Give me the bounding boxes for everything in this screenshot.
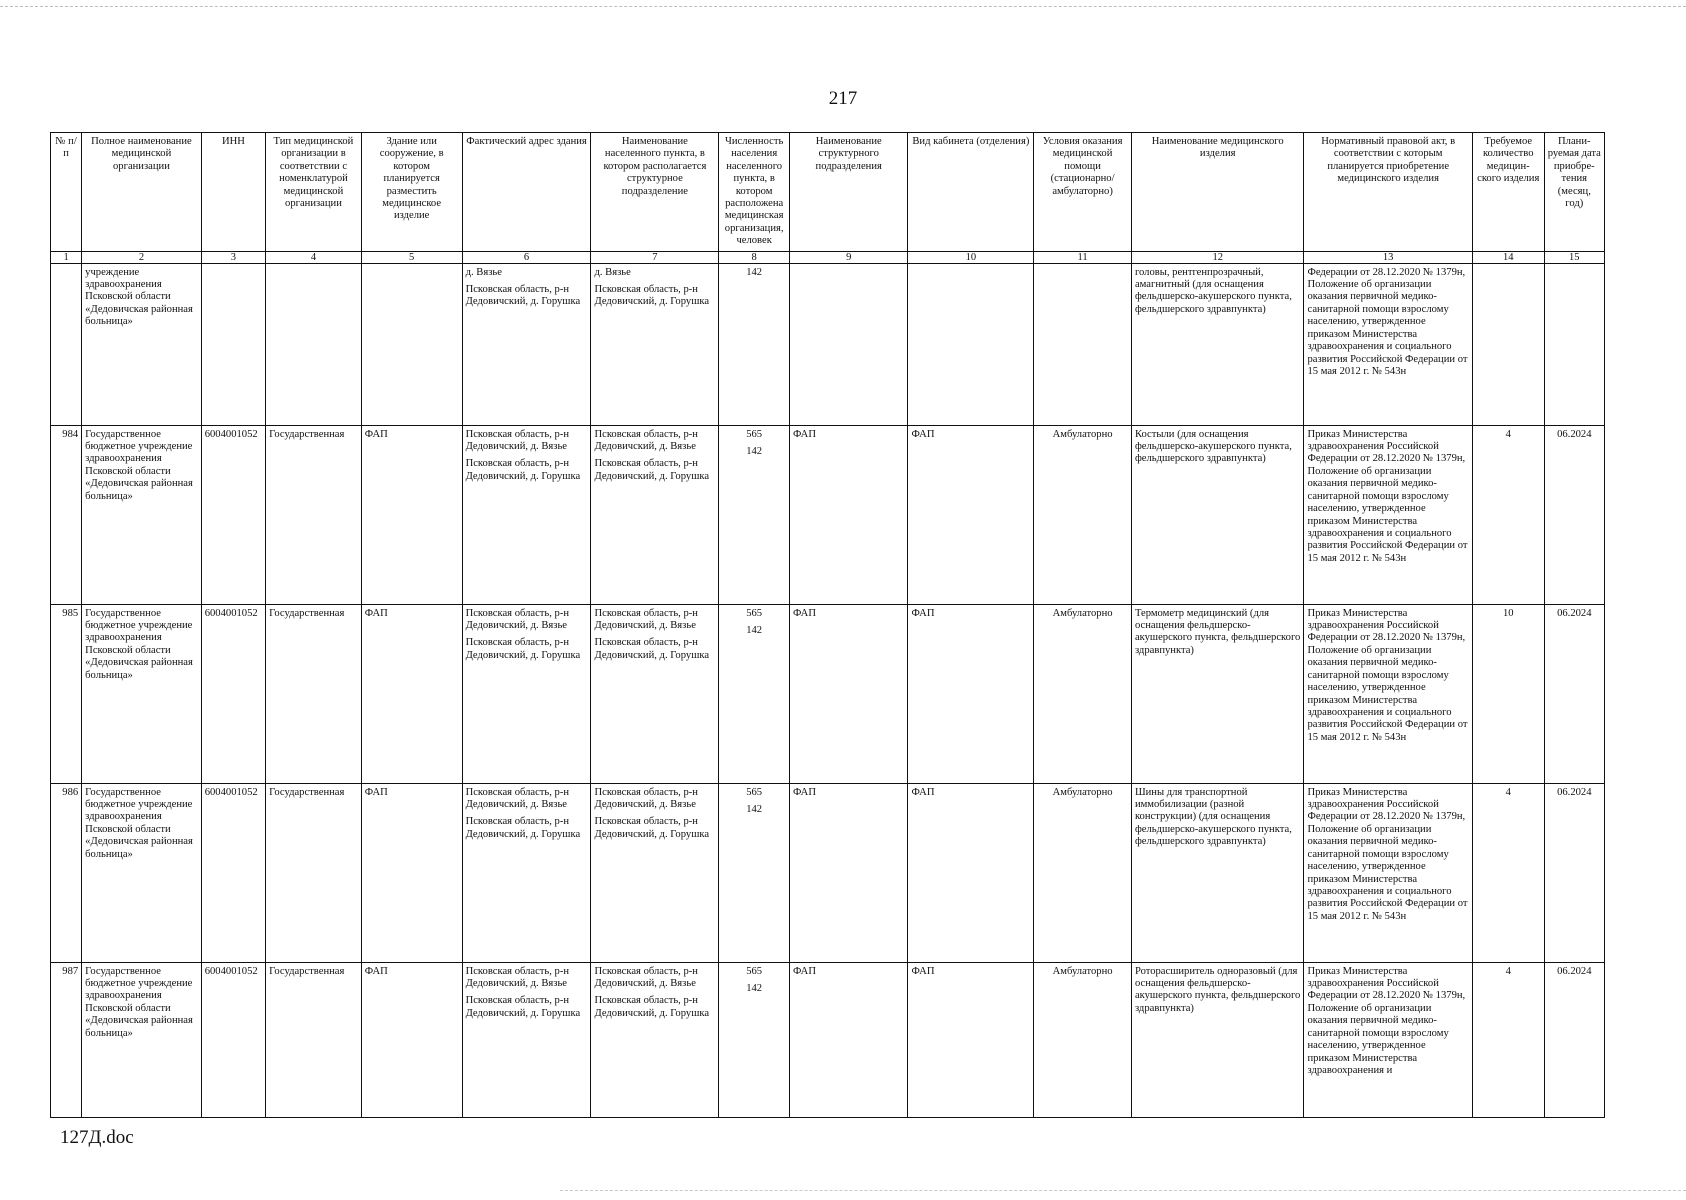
cell-org: Государственное бюджетное учреждение здравоохранения Псковской области «Дедовичская районная больница» — [82, 962, 202, 1117]
settlement-line: Псковская область, р-н Дедовичский, д. Вязье — [594, 607, 698, 632]
table-row — [51, 783, 1605, 962]
column-header: Тип медицинской организации в соответствии с номенклатурой медицинской организации — [266, 133, 362, 252]
settlement-line: Псковская область, р-н Дедовичский, д. Горушка — [594, 458, 710, 482]
column-header: Требуемое количество медицин-ского изделия — [1472, 133, 1544, 252]
cell-inn: 6004001052 — [201, 962, 265, 1117]
cell-device: Шины для транспортной иммобилизации (разной конструкции) (для оснащения фельдшерско-акушерского пункта, фельдшерского здравпункта) — [1131, 783, 1304, 962]
equipment-table — [50, 132, 1605, 1118]
cell-inn: 6004001052 — [201, 783, 265, 962]
settlement-line: Псковская область, р-н Дедовичский, д. Горушка — [594, 995, 710, 1019]
cell-settlement — [591, 783, 719, 962]
header-row — [51, 133, 1605, 252]
address-line: Псковская область, р-н Дедовичский, д. Горушка — [465, 458, 581, 482]
cell-type: Государственная — [266, 783, 362, 962]
column-header: Наименование медицинского изделия — [1131, 133, 1304, 252]
column-number: 3 — [201, 251, 265, 263]
settlement-line: Псковская область, р-н Дедовичский, д. Вязье — [594, 786, 698, 811]
population-value: 565 — [746, 428, 763, 440]
column-header: Наименование населенного пункта, в котором располагается структурное подразделение — [591, 133, 719, 252]
population-value: 142 — [746, 266, 763, 278]
cell-org: Государственное бюджетное учреждение здравоохранения Псковской области «Дедовичская районная больница» — [82, 425, 202, 604]
address-line: Псковская область, р-н Дедовичский, д. Горушка — [465, 816, 581, 840]
cell-inn: 6004001052 — [201, 604, 265, 783]
cell-settlement — [591, 263, 719, 425]
address-line: Псковская область, р-н Дедовичский, д. Вязье — [465, 428, 570, 453]
cell-act: Федерации от 28.12.2020 № 1379н, Положение об организации оказания первичной медико-санитарной помощи взрослому населению, утвержденное приказом Министерства здравоохранения и социального развития Российской Федерации от 15 мая 2012 г. № 543н — [1304, 263, 1472, 425]
column-number: 14 — [1472, 251, 1544, 263]
cell-conditions: Амбулаторно — [1034, 962, 1132, 1117]
cell-unit: ФАП — [789, 962, 907, 1117]
cell-address — [462, 425, 591, 604]
address-line: Псковская область, р-н Дедовичский, д. Вязье — [465, 965, 570, 990]
column-header: Условия оказания медицинской помощи (стационарно/ амбулаторно) — [1034, 133, 1132, 252]
column-header: Фактический адрес здания — [462, 133, 591, 252]
cell-address — [462, 604, 591, 783]
cell-date: 06.2024 — [1544, 962, 1604, 1117]
cell-population — [719, 263, 790, 425]
population-value: 142 — [746, 804, 763, 816]
column-number: 7 — [591, 251, 719, 263]
cell-num: 987 — [51, 962, 82, 1117]
cell-settlement — [591, 962, 719, 1117]
population-value: 565 — [746, 786, 763, 798]
cell-cabinet: ФАП — [908, 425, 1034, 604]
cell-date: 06.2024 — [1544, 604, 1604, 783]
column-header: Вид кабинета (отделения) — [908, 133, 1034, 252]
scan-edge-top — [0, 6, 1686, 7]
cell-unit: ФАП — [789, 604, 907, 783]
cell-device: Термометр медицинский (для оснащения фельдшерско-акушерского пункта, фельдшерского здравпункта) — [1131, 604, 1304, 783]
column-header: Полное наименование медицинской организации — [82, 133, 202, 252]
cell-qty: 10 — [1472, 604, 1544, 783]
cell-qty: 4 — [1472, 425, 1544, 604]
column-number-row — [51, 251, 1605, 263]
settlement-line: Псковская область, р-н Дедовичский, д. Горушка — [594, 816, 710, 840]
settlement-line: Псковская область, р-н Дедовичский, д. Горушка — [594, 637, 710, 661]
cell-act: Приказ Министерства здравоохранения Российской Федерации от 28.12.2020 № 1379н, Положение об организации оказания первичной медико-санитарной помощи взрослому населению, утвержденное приказом Министерства здравоохранения и — [1304, 962, 1472, 1117]
cell-num — [51, 263, 82, 425]
settlement-line: д. Вязье — [594, 266, 631, 278]
cell-conditions — [1034, 263, 1132, 425]
population-value: 565 — [746, 607, 763, 619]
cell-cabinet: ФАП — [908, 783, 1034, 962]
cell-population — [719, 962, 790, 1117]
cell-num: 985 — [51, 604, 82, 783]
cell-building: ФАП — [361, 604, 462, 783]
cell-cabinet — [908, 263, 1034, 425]
population-value: 142 — [746, 446, 763, 458]
cell-inn — [201, 263, 265, 425]
cell-act: Приказ Министерства здравоохранения Российской Федерации от 28.12.2020 № 1379н, Положение об организации оказания первичной медико-санитарной помощи взрослому населению, утвержденное приказом Министерства здравоохранения и социального развития Российской Федерации от 15 мая 2012 г. № 543н — [1304, 783, 1472, 962]
cell-address — [462, 263, 591, 425]
population-value: 142 — [746, 625, 763, 637]
column-number: 11 — [1034, 251, 1132, 263]
cell-qty: 4 — [1472, 962, 1544, 1117]
cell-unit: ФАП — [789, 425, 907, 604]
population-value: 565 — [746, 965, 763, 977]
cell-type: Государственная — [266, 962, 362, 1117]
table-row — [51, 962, 1605, 1117]
cell-date — [1544, 263, 1604, 425]
population-value: 142 — [746, 983, 763, 995]
cell-device: Роторасширитель одноразовый (для оснащения фельдшерско-акушерского пункта, фельдшерского здравпункта) — [1131, 962, 1304, 1117]
cell-act: Приказ Министерства здравоохранения Российской Федерации от 28.12.2020 № 1379н, Положение об организации оказания первичной медико-санитарной помощи взрослому населению, утвержденное приказом Министерства здравоохранения и социального развития Российской Федерации от 15 мая 2012 г. № 543н — [1304, 604, 1472, 783]
cell-population — [719, 783, 790, 962]
cell-type: Государственная — [266, 425, 362, 604]
table-row — [51, 604, 1605, 783]
cell-date: 06.2024 — [1544, 425, 1604, 604]
column-number: 12 — [1131, 251, 1304, 263]
cell-cabinet: ФАП — [908, 604, 1034, 783]
column-header: ИНН — [201, 133, 265, 252]
page-number: 217 — [828, 88, 858, 109]
column-number: 13 — [1304, 251, 1472, 263]
column-header: Наименование структурного подразделения — [789, 133, 907, 252]
cell-type: Государственная — [266, 604, 362, 783]
column-number: 4 — [266, 251, 362, 263]
column-header: № п/п — [51, 133, 82, 252]
settlement-line: Псковская область, р-н Дедовичский, д. Вязье — [594, 428, 698, 453]
column-header: Численность населения населенного пункта, в котором расположена медицинская организация, человек — [719, 133, 790, 252]
cell-num: 984 — [51, 425, 82, 604]
address-line: Псковская область, р-н Дедовичский, д. Горушка — [465, 995, 581, 1019]
cell-org: учреждение здравоохранения Псковской области «Дедовичская районная больница» — [82, 263, 202, 425]
column-number: 5 — [361, 251, 462, 263]
column-number: 10 — [908, 251, 1034, 263]
address-line: Псковская область, р-н Дедовичский, д. Горушка — [465, 284, 581, 308]
column-number: 8 — [719, 251, 790, 263]
cell-qty: 4 — [1472, 783, 1544, 962]
cell-unit — [789, 263, 907, 425]
settlement-line: Псковская область, р-н Дедовичский, д. Горушка — [594, 284, 710, 308]
table-row — [51, 425, 1605, 604]
cell-cabinet: ФАП — [908, 962, 1034, 1117]
footer-filename: 127Д.doc — [60, 1127, 134, 1148]
address-line: Псковская область, р-н Дедовичский, д. Вязье — [465, 607, 570, 632]
column-number: 15 — [1544, 251, 1604, 263]
cell-act: Приказ Министерства здравоохранения Российской Федерации от 28.12.2020 № 1379н, Положение об организации оказания первичной медико-санитарной помощи взрослому населению, утвержденное приказом Министерства здравоохранения и социального развития Российской Федерации от 15 мая 2012 г. № 543н — [1304, 425, 1472, 604]
cell-conditions: Амбулаторно — [1034, 604, 1132, 783]
cell-settlement — [591, 604, 719, 783]
column-header: Нормативный правовой акт, в соответствии с которым планируется приобретение медицинского изделия — [1304, 133, 1472, 252]
cell-conditions: Амбулаторно — [1034, 783, 1132, 962]
cell-org: Государственное бюджетное учреждение здравоохранения Псковской области «Дедовичская районная больница» — [82, 604, 202, 783]
cell-population — [719, 425, 790, 604]
cell-date: 06.2024 — [1544, 783, 1604, 962]
cell-population — [719, 604, 790, 783]
column-number: 2 — [82, 251, 202, 263]
cell-settlement — [591, 425, 719, 604]
cell-building: ФАП — [361, 962, 462, 1117]
settlement-line: Псковская область, р-н Дедовичский, д. Вязье — [594, 965, 698, 990]
table-row-continuation — [51, 263, 1605, 425]
address-line: Псковская область, р-н Дедовичский, д. Вязье — [465, 786, 570, 811]
cell-building: ФАП — [361, 425, 462, 604]
column-number: 9 — [789, 251, 907, 263]
cell-building: ФАП — [361, 783, 462, 962]
cell-device: головы, рентгенпрозрачный, амагнитный (для оснащения фельдшерско-акушерского пункта, фельдшерского здравпункта) — [1131, 263, 1304, 425]
scan-edge-bottom — [560, 1190, 1686, 1191]
cell-inn: 6004001052 — [201, 425, 265, 604]
cell-device: Костыли (для оснащения фельдшерско-акушерского пункта, фельдшерского здравпункта) — [1131, 425, 1304, 604]
column-number: 6 — [462, 251, 591, 263]
cell-address — [462, 783, 591, 962]
cell-conditions: Амбулаторно — [1034, 425, 1132, 604]
column-number: 1 — [51, 251, 82, 263]
cell-num: 986 — [51, 783, 82, 962]
cell-unit: ФАП — [789, 783, 907, 962]
address-line: д. Вязье — [465, 266, 502, 278]
address-line: Псковская область, р-н Дедовичский, д. Горушка — [465, 637, 581, 661]
cell-type — [266, 263, 362, 425]
cell-address — [462, 962, 591, 1117]
cell-building — [361, 263, 462, 425]
cell-qty — [1472, 263, 1544, 425]
column-header: Плани-руемая дата приобре-тения (месяц, год) — [1544, 133, 1604, 252]
cell-org: Государственное бюджетное учреждение здравоохранения Псковской области «Дедовичская районная больница» — [82, 783, 202, 962]
column-header: Здание или сооружение, в котором планируется разместить медицинское изделие — [361, 133, 462, 252]
